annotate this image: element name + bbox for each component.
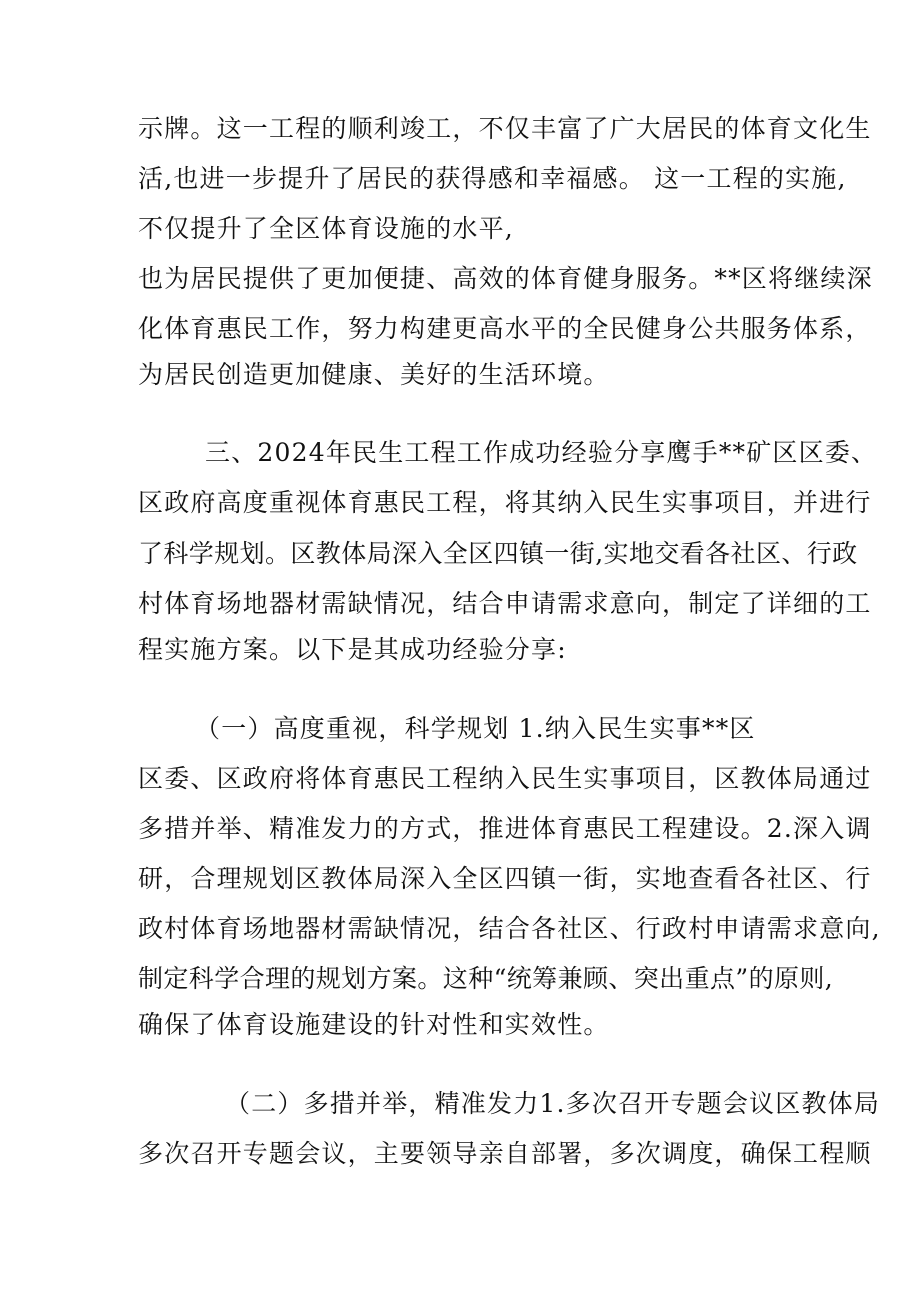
subsection-heading-line: （二）多措并举，精准发力1.多次召开专题会议区教体局: [225, 1089, 881, 1118]
text-line: 制定科学合理的规划方案。这种“统筹兼顾、突出重点”的原则,: [138, 964, 834, 993]
text-line: 示牌。这一工程的顺利竣工，不仅丰富了广大居民的体育文化生: [138, 114, 872, 143]
text-line: 为居民创造更加健康、美好的生活环境。: [138, 360, 610, 389]
section-heading-line: 三、2024年民生工程工作成功经验分享鹰手**矿区区委、: [205, 438, 878, 467]
subsection-heading-line: （一）高度重视，科学规划 1.纳入民生实事**区: [195, 714, 756, 743]
text-line: 程实施方案。以下是其成功经验分享:: [138, 635, 567, 664]
text-line: 不仅提升了全区体育设施的水平,: [138, 214, 514, 243]
text-line: 村体育场地器材需缺情况，结合申请需求意向，制定了详细的工: [138, 589, 872, 618]
text-line: 确保了体育设施建设的针对性和实效性。: [138, 1010, 610, 1039]
text-line: 化体育惠民工作，努力构建更高水平的全民健身公共服务体系，: [138, 314, 872, 343]
text-line: 研，合理规划区教体局深入全区四镇一街，实地查看各社区、行: [138, 864, 872, 893]
text-line: 多措并举、精准发力的方式，推进体育惠民工程建设。2.深入调: [138, 814, 872, 843]
text-line: 了科学规划。区教体局深入全区四镇一街,实地交看各社区、行政: [138, 539, 858, 568]
text-line: 多次召开专题会议，主要领导亲自部署，多次调度，确保工程顺: [138, 1139, 872, 1168]
text-line: 活,也进一步提升了居民的获得感和幸福感。 这一工程的实施,: [138, 164, 847, 193]
text-line: 区委、区政府将体育惠民工程纳入民生实事项目，区教体局通过: [138, 764, 872, 793]
text-line: 也为居民提供了更加便捷、高效的体育健身服务。**区将继续深: [138, 264, 873, 293]
text-line: 政村体育场地器材需缺情况，结合各社区、行政村申请需求意向,: [138, 914, 881, 943]
text-line: 区政府高度重视体育惠民工程，将其纳入民生实事项目，并进行: [138, 488, 872, 517]
